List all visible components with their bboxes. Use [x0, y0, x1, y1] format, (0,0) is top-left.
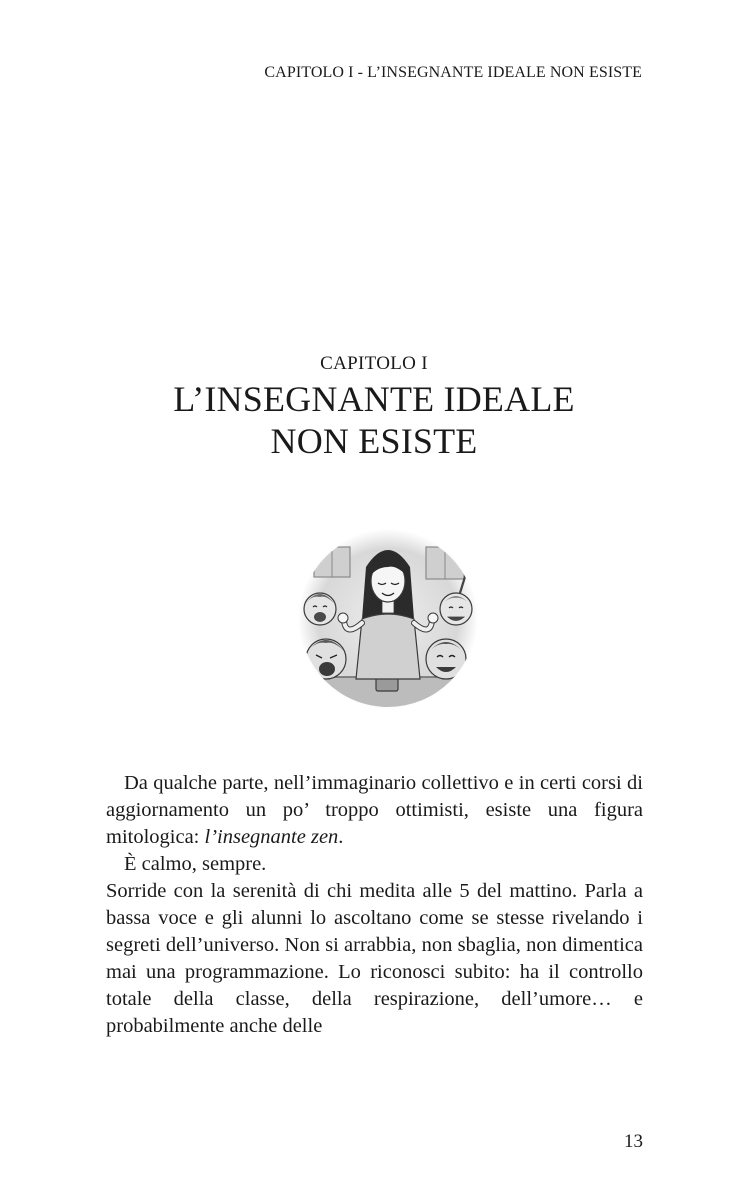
paragraph-1-end: .: [338, 826, 344, 848]
chapter-title-line-2: NON ESISTE: [270, 421, 478, 461]
chapter-title: [0, 378, 748, 462]
body-text: [106, 770, 643, 1040]
chapter-illustration: [296, 527, 480, 711]
chapter-label: CAPITOLO I: [320, 353, 428, 374]
chapter-title-line-1: L’INSEGNANTE IDEALE: [173, 379, 575, 419]
paragraph-1-emphasis: l’insegnante zen: [204, 826, 339, 848]
paragraph-2: È calmo, sempre.: [124, 853, 267, 875]
meditating-teacher-illustration-icon: [296, 527, 480, 711]
paragraph-1-text: Da qualche parte, nell’immaginario collettivo e in certi corsi di aggiornamento un po’ troppo ottimisti, esiste una figura mitologica:: [106, 772, 643, 848]
running-header: CAPITOLO I - L’INSEGNANTE IDEALE NON ESISTE: [264, 64, 642, 81]
chapter-heading: [0, 352, 748, 462]
paragraph-3: Sorride con la serenità di chi medita alle 5 del mattino. Parla a bassa voce e gli alunni lo ascoltano come se stesse rivelando i segreti dell’universo. Non si arrabbia, non sbaglia, non dimentica mai una programmazione. Lo riconosci subito: ha il controllo totale della classe, della respirazione, dell’umore… e probabilmente anche delle: [106, 880, 643, 1037]
page-number: 13: [624, 1131, 643, 1152]
paragraph-1: [106, 770, 643, 851]
